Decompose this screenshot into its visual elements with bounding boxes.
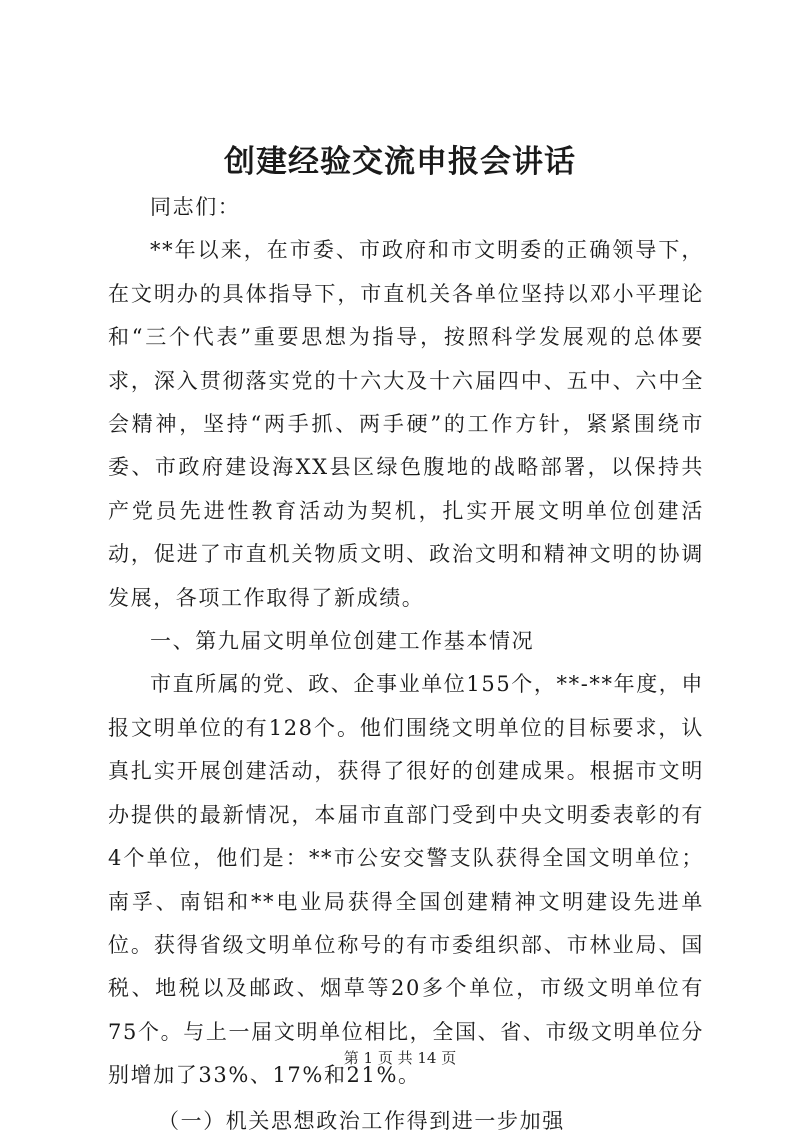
section-heading: 一、第九届文明单位创建工作基本情况 [150,629,535,654]
subsection-heading: （一）机关思想政治工作得到进一步加强 [158,1108,565,1133]
document-title: 创建经验交流申报会讲话 [224,144,576,180]
document-body [108,186,704,1143]
paragraph-intro: **年以来，在市委、市政府和市文明委的正确领导下，在文明办的具体指导下，市直机关各单位坚持以邓小平理论和“三个代表”重要思想为指导，按照科学发展观的总体要求，深入贯彻落实党的十六大及十六届四中、五中、六中全会精神，坚持“两手抓、两手硬”的工作方针，紧紧围绕市委、市政府建设海XX县区绿色腹地的战略部署，以保持共产党员先进性教育活动为契机，扎实开展文明单位创建活动，促进了市直机关物质文明、政治文明和精神文明的协调发展，各项工作取得了新成绩。 [108,238,704,610]
paragraph-situation: 市直所属的党、政、企事业单位155个，**-**年度，申报文明单位的有128个。他们围绕文明单位的目标要求，认真扎实开展创建活动，获得了很好的创建成果。根据市文明办提供的最新情况，本届市直部门受到中央文明委表彰的有4个单位，他们是：**市公安交警支队获得全国文明单位；南孚、南铝和**电业局获得全国创建精神文明建设先进单位。获得省级文明单位称号的有市委组织部、市林业局、国税、地税以及邮政、烟草等20多个单位，市级文明单位有75个。与上一届文明单位相比，全国、省、市级文明单位分别增加了33%、17%和21%。 [108,672,704,1088]
salutation: 同志们： [150,195,241,219]
page-number-footer: 第 1 页 共 14 页 [343,1049,457,1067]
